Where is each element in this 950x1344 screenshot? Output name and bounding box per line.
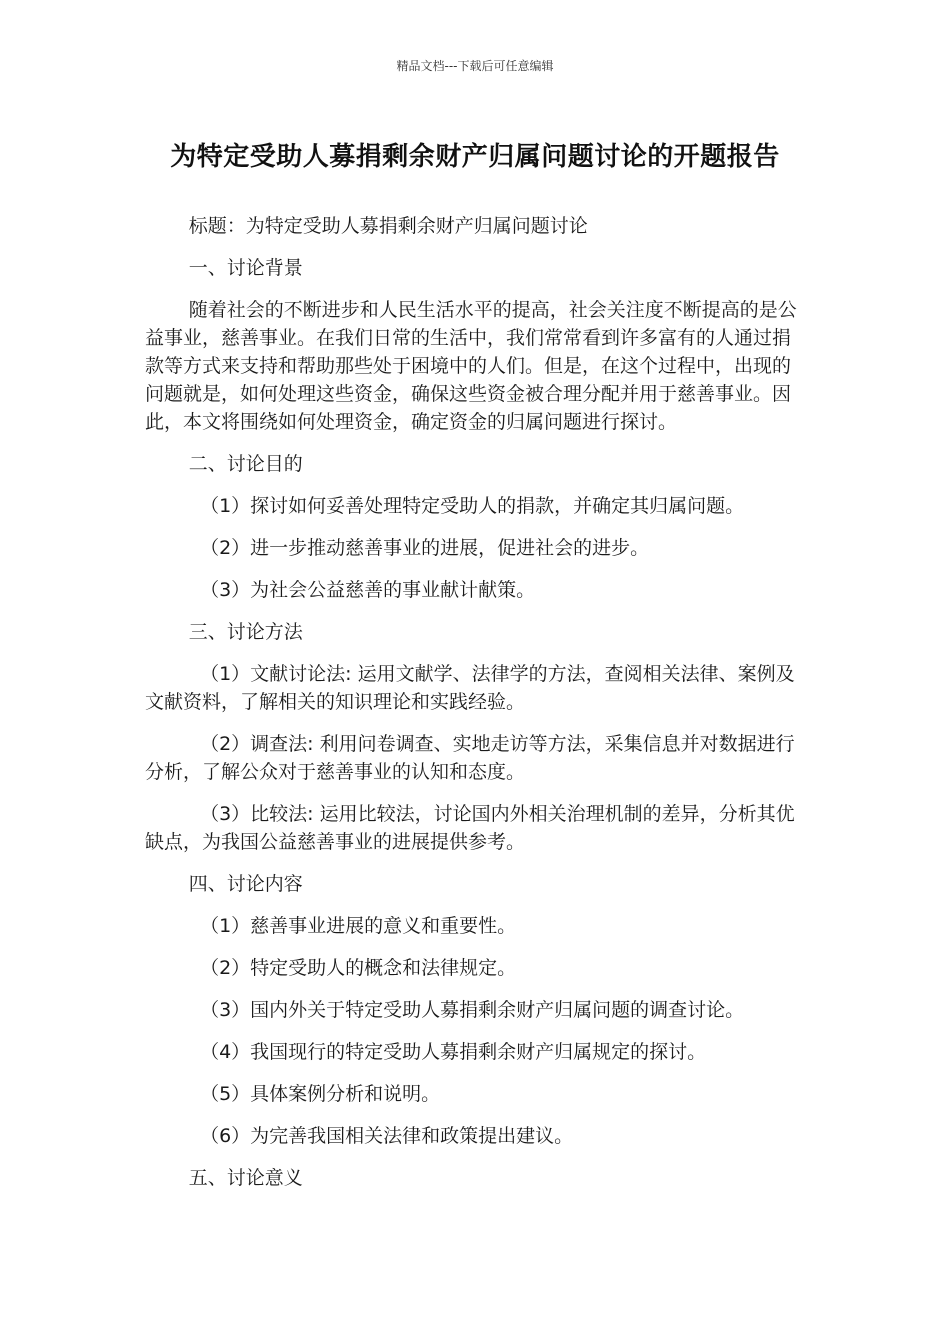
background-paragraph: 随着社会的不断进步和人民生活水平的提高，社会关注度不断提高的是公益事业，慈善事业。在我们日常的生活中，我们常常看到许多富有的人通过捐款等方式来支持和帮助那些处于困境中的人们。但是，在这个过程中，出现的问题就是，如何处理这些资金，确保这些资金被合理分配并用于慈善事业。因此，本文将围绕如何处理资金，确定资金的归属问题进行探讨。: [145, 299, 797, 433]
method-item: （3）比较法: 运用比较法，讨论国内外相关治理机制的差异，分析其优缺点，为我国公益慈善事业的进展提供参考。: [145, 803, 795, 853]
section-heading-content: 四、讨论内容: [188, 873, 303, 895]
content-item: （3）国内外关于特定受助人募捐剩余财产归属问题的调查讨论。: [200, 999, 745, 1021]
purpose-item: （1）探讨如何妥善处理特定受助人的捐款，并确定其归属问题。: [200, 495, 745, 517]
subject-line: 标题：为特定受助人募捐剩余财产归属问题讨论: [188, 215, 588, 237]
method-item: （2）调查法: 利用问卷调查、实地走访等方法，采集信息并对数据进行分析，了解公众对于慈善事业的认知和态度。: [145, 733, 795, 783]
content-item: （5）具体案例分析和说明。: [200, 1083, 441, 1105]
purpose-item: （3）为社会公益慈善的事业献计献策。: [200, 579, 536, 601]
content-item: （6）为完善我国相关法律和政策提出建议。: [200, 1125, 574, 1147]
section-heading-method: 三、讨论方法: [188, 621, 303, 643]
document-body: [145, 212, 805, 1206]
method-item: （1）文献讨论法: 运用文献学、法律学的方法，查阅相关法律、案例及文献资料，了解相关的知识理论和实践经验。: [145, 663, 795, 713]
section-heading-significance: 五、讨论意义: [188, 1167, 303, 1189]
header-note: 精品文档---下载后可任意编辑: [396, 59, 554, 73]
purpose-item: （2）进一步推动慈善事业的进展，促进社会的进步。: [200, 537, 650, 559]
section-heading-background: 一、讨论背景: [188, 257, 303, 279]
section-heading-purpose: 二、讨论目的: [188, 453, 303, 475]
content-item: （1）慈善事业进展的意义和重要性。: [200, 915, 517, 937]
content-item: （4）我国现行的特定受助人募捐剩余财产归属规定的探讨。: [200, 1041, 707, 1063]
content-item: （2）特定受助人的概念和法律规定。: [200, 957, 517, 979]
document-title: 为特定受助人募捐剩余财产归属问题讨论的开题报告: [170, 142, 780, 172]
